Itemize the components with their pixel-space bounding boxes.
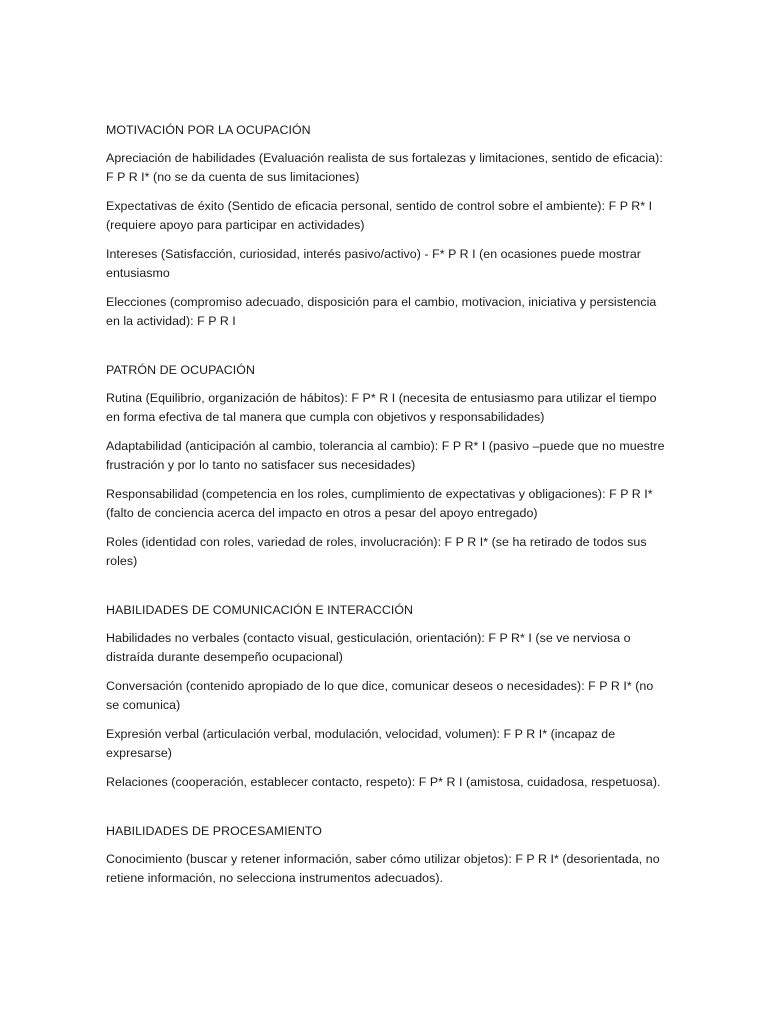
section-heading: HABILIDADES DE PROCESAMIENTO — [106, 824, 322, 838]
paragraph: Conocimiento (buscar y retener información, saber cómo utilizar objetos): F P R I* (desorientada, no retiene información, no selecciona instrumentos adecuados). — [106, 852, 660, 885]
section-heading: PATRÓN DE OCUPACIÓN — [106, 363, 255, 377]
paragraph: Roles (identidad con roles, variedad de roles, involucración): F P R I* (se ha retirado de todos sus roles) — [106, 535, 647, 568]
section-heading: MOTIVACIÓN POR LA OCUPACIÓN — [106, 123, 311, 137]
section-procesamiento — [106, 822, 666, 888]
paragraph: Expresión verbal (articulación verbal, modulación, velocidad, volumen): F P R I* (incapaz de expresarse) — [106, 727, 616, 760]
paragraph: Rutina (Equilibrio, organización de hábitos): F P* R I (necesita de entusiasmo para utilizar el tiempo en forma efectiva de tal manera que cumpla con objetivos y responsabilidades) — [106, 391, 657, 424]
paragraph: Relaciones (cooperación, establecer contacto, respeto): F P* R I (amistosa, cuidadosa, respetuosa). — [106, 775, 661, 789]
paragraph: Responsabilidad (competencia en los roles, cumplimiento de expectativas y obligaciones): F P R I* (falto de conciencia acerca del impacto en otros a pesar del apoyo entregado) — [106, 487, 653, 520]
paragraph: Apreciación de habilidades (Evaluación realista de sus fortalezas y limitaciones, sentido de eficacia): F P R I* (no se da cuenta de sus limitaciones) — [106, 151, 663, 184]
paragraph: Adaptabilidad (anticipación al cambio, tolerancia al cambio): F P R* I (pasivo –puede que no muestre frustración y por lo tanto no satisfacer sus necesidades) — [106, 439, 665, 472]
section-heading: HABILIDADES DE COMUNICACIÓN E INTERACCIÓN — [106, 603, 414, 617]
paragraph: Intereses (Satisfacción, curiosidad, interés pasivo/activo) - F* P R I (en ocasiones puede mostrar entusiasmo — [106, 247, 641, 280]
paragraph: Elecciones (compromiso adecuado, disposición para el cambio, motivacion, iniciativa y persistencia en la actividad): F P R I — [106, 295, 657, 328]
section-patron — [106, 361, 666, 571]
paragraph: Expectativas de éxito (Sentido de eficacia personal, sentido de control sobre el ambiente): F P R* I (requiere apoyo para participar en actividades) — [106, 199, 653, 232]
paragraph: Conversación (contenido apropiado de lo que dice, comunicar deseos o necesidades): F P R I* (no se comunica) — [106, 679, 654, 712]
section-motivacion — [106, 121, 666, 331]
document-page — [106, 121, 666, 898]
section-comunicacion — [106, 601, 666, 792]
paragraph: Habilidades no verbales (contacto visual, gesticulación, orientación): F P R* I (se ve nerviosa o distraída durante desempeño ocupacional) — [106, 631, 631, 664]
